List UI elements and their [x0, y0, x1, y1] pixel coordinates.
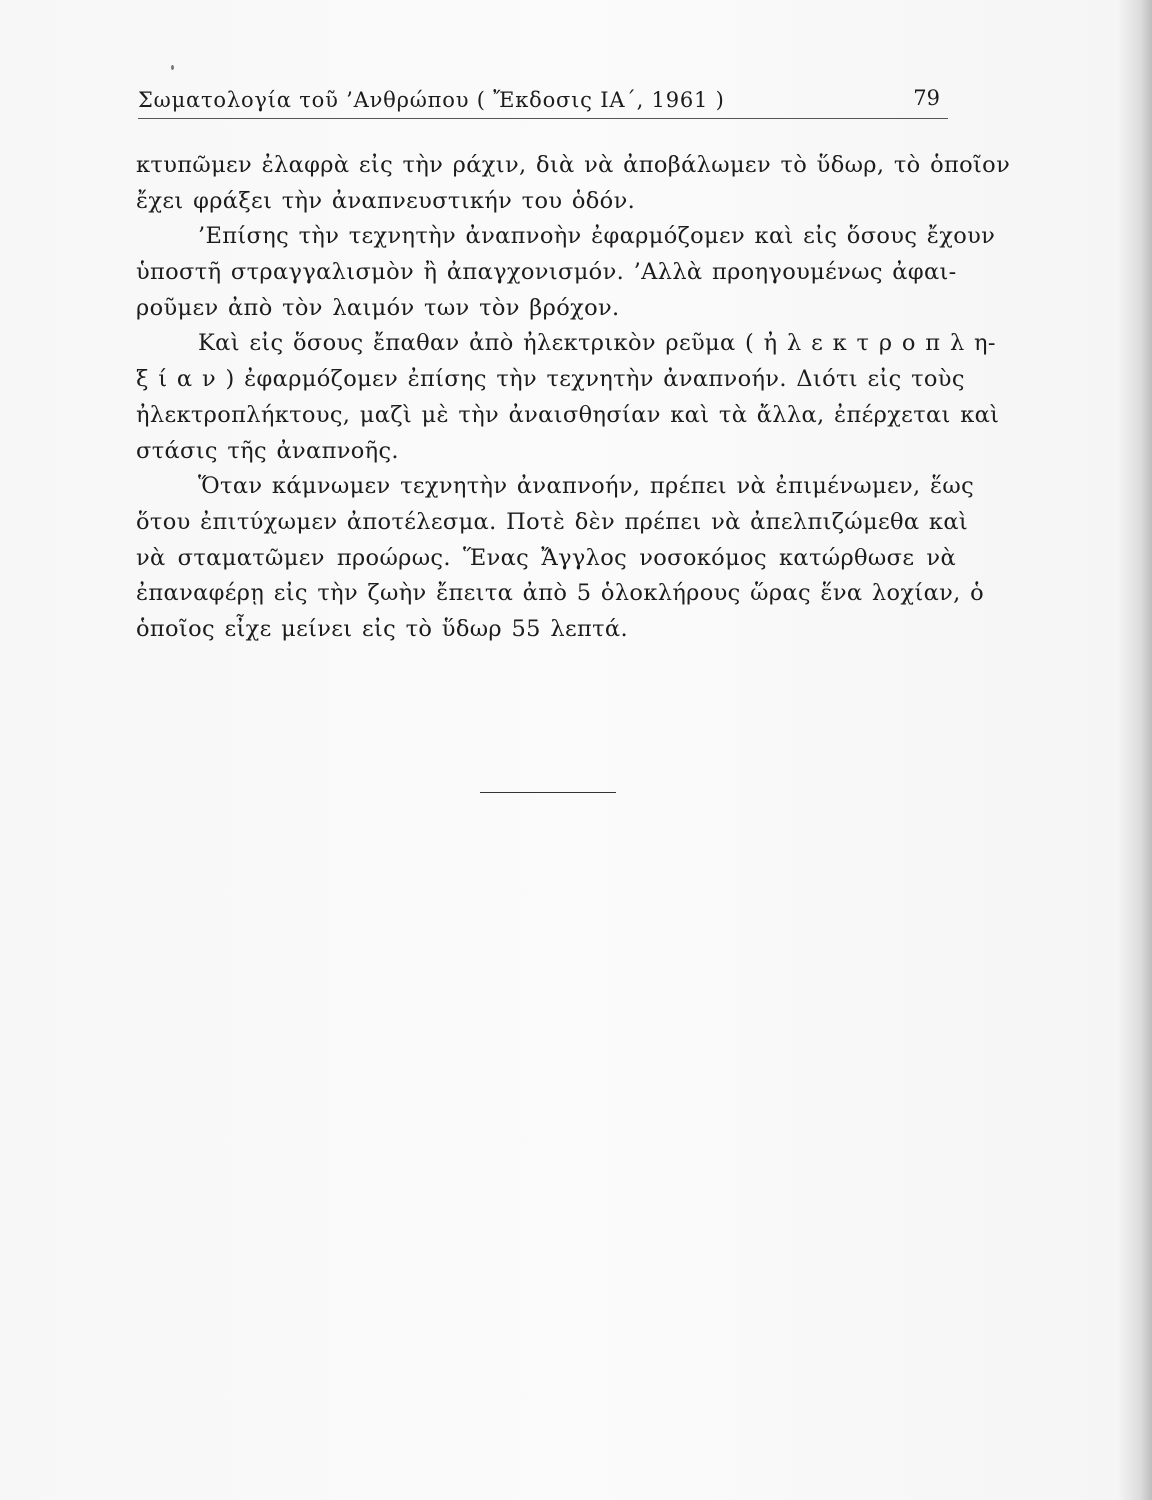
- text-line: ἠλεκτροπλήκτους, μαζὶ μὲ τὴν ἀναισθησίαν καὶ τὰ ἄλλα, ἐπέρχεται καὶ: [136, 401, 1000, 428]
- text-line: ὑποστῆ στραγγαλισμὸν ἢ ἀπαγχονισμόν. ’Αλλὰ προηγουμένως ἀφαι-: [136, 259, 957, 286]
- running-header: [138, 82, 948, 119]
- scan-speck: [171, 65, 174, 70]
- text-line: ξ ί α ν ) ἐφαρμόζομεν ἐπίσης τὴν τεχνητὴν ἀναπνοήν. Διότι εἰς τοὺς: [136, 366, 965, 393]
- text-line: κτυπῶμεν ἐλαφρὰ εἰς τὴν ράχιν, διὰ νὰ ἀποβάλωμεν τὸ ὕδωρ, τὸ ὁποῖον: [136, 152, 1011, 178]
- text-line: ροῦμεν ἀπὸ τὸν λαιμόν των τὸν βρόχον.: [136, 294, 620, 321]
- text-line: στάσις τῆς ἀναπνοῆς.: [136, 437, 399, 464]
- section-end-rule: [480, 792, 616, 793]
- text-line: ὅτου ἐπιτύχωμεν ἀποτέλεσμα. Ποτὲ δὲν πρέπει νὰ ἀπελπιζώμεθα καὶ: [136, 508, 969, 535]
- running-title: Σωματολογία τοῦ ’Ανθρώπου ( Ἔκδοσις ΙΑ΄, 1961 ): [138, 88, 725, 112]
- text-line: Καὶ εἰς ὅσους ἔπαθαν ἀπὸ ἠλεκτρικὸν ρεῦμα ( ἠ λ ε κ τ ρ ο π λ η-: [198, 330, 996, 357]
- text-line: Ὅταν κάμνωμεν τεχνητὴν ἀναπνοήν, πρέπει νὰ ἐπιμένωμεν, ἕως: [198, 473, 975, 500]
- text-line: ’Επίσης τὴν τεχνητὴν ἀναπνοὴν ἐφαρμόζομεν καὶ εἰς ὅσους ἔχουν: [198, 223, 996, 250]
- text-line: νὰ σταματῶμεν προώρως. Ἕνας Ἄγγλος νοσοκόμος κατώρθωσε νὰ: [136, 544, 956, 571]
- body-text: [136, 148, 1011, 648]
- text-line: ὁποῖος εἶχε μείνει εἰς τὸ ὕδωρ 55 λεπτά.: [136, 615, 628, 642]
- text-line: ἐπαναφέρῃ εἰς τὴν ζωὴν ἔπειτα ἀπὸ 5 ὁλοκλήρους ὥρας ἕνα λοχίαν, ὁ: [136, 580, 985, 607]
- page-number: 79: [913, 86, 940, 110]
- text-line: ἔχει φράξει τὴν ἀναπνευστικήν του ὁδόν.: [136, 187, 636, 214]
